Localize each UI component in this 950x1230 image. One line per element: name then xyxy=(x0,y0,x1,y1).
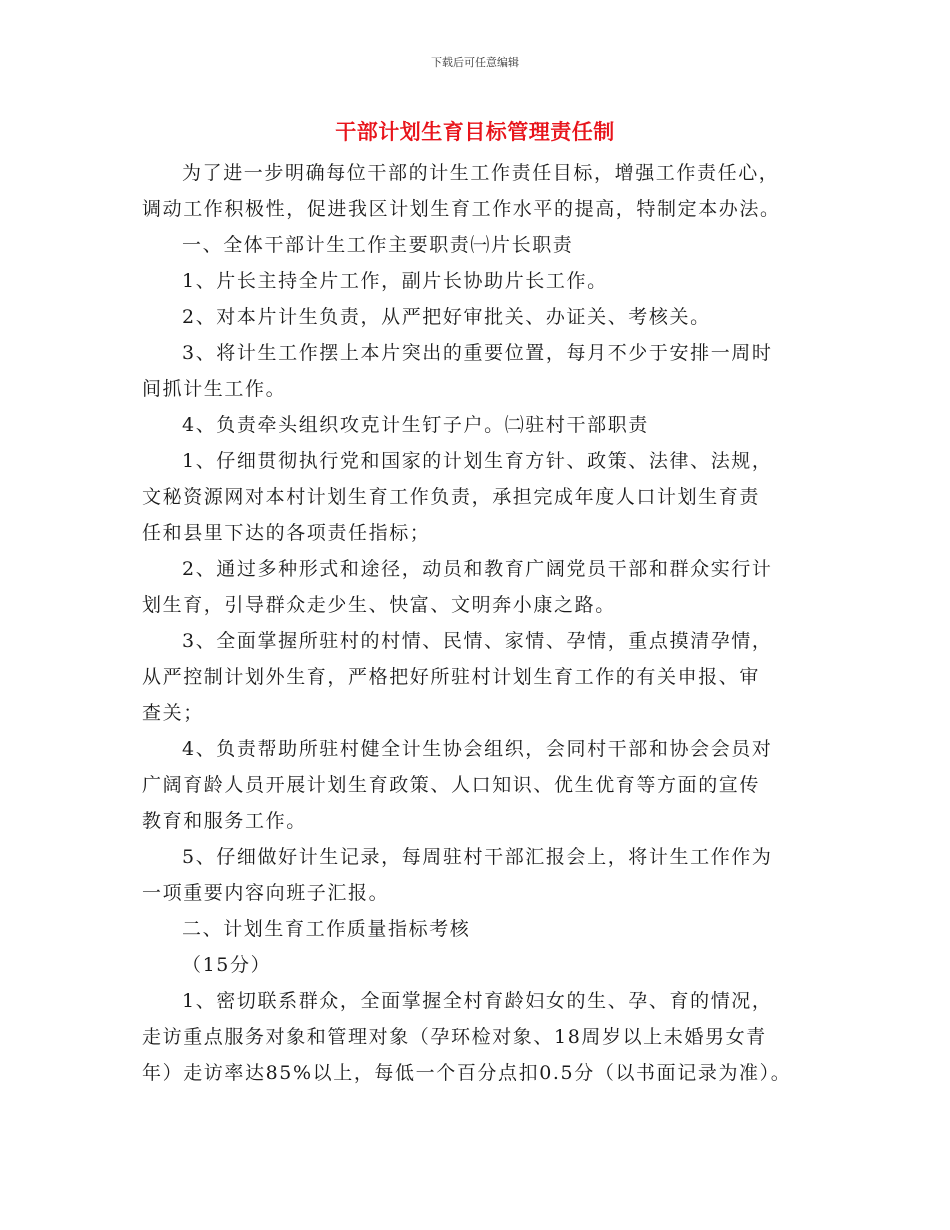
paragraph-item xyxy=(142,299,822,335)
paragraph-item xyxy=(142,731,822,839)
paragraph-item xyxy=(142,551,822,623)
text-line: 1、片长主持全片工作，副片长协助片长工作。 xyxy=(182,270,608,292)
paragraph-item xyxy=(142,443,822,551)
text-line: 一、全体干部计生工作主要职责㈠片长职责 xyxy=(182,234,574,256)
text-line: 3、全面掌握所驻村的村情、民情、家情、孕情，重点摸清孕情， xyxy=(182,630,773,652)
text-line: 3、将计生工作摆上本片突出的重要位置，每月不少于安排一周时 xyxy=(182,342,773,364)
text-line: 为了进一步明确每位干部的计生工作责任目标，增强工作责任心， xyxy=(182,162,780,184)
section-heading-duties xyxy=(142,227,822,263)
text-line: 二、计划生育工作质量指标考核 xyxy=(182,918,471,940)
text-line: 教育和服务工作。 xyxy=(142,810,307,832)
text-line: 文秘资源网对本村计划生育工作负责，承担完成年度人口计划生育责 xyxy=(142,486,761,508)
paragraph-item xyxy=(142,407,822,443)
score-note xyxy=(142,947,822,983)
section-heading-assessment xyxy=(142,911,822,947)
text-line: 调动工作积极性，促进我区计划生育工作水平的提高，特制定本办法。 xyxy=(142,198,781,220)
header-note: 下载后可任意编辑 xyxy=(431,56,519,69)
text-line: 走访重点服务对象和管理对象（孕环检对象、18周岁以上未婚男女青 xyxy=(142,1026,767,1048)
paragraph-item xyxy=(142,263,822,299)
text-line: （15分） xyxy=(182,954,272,976)
text-line: 从严控制计划外生育，严格把好所驻村计划生育工作的有关申报、审 xyxy=(142,666,761,688)
text-line: 2、对本片计生负责，从严把好审批关、办证关、考核关。 xyxy=(182,306,711,328)
text-line: 年）走访率达85%以上，每低一个百分点扣0.5分（以书面记录为准）。 xyxy=(142,1062,792,1084)
text-line: 4、负责牵头组织攻克计生钉子户。㈡驻村干部职责 xyxy=(182,414,649,436)
text-line: 1、密切联系群众，全面掌握全村育龄妇女的生、孕、育的情况， xyxy=(182,990,773,1012)
text-line: 5、仔细做好计生记录，每周驻村干部汇报会上，将计生工作作为 xyxy=(182,846,773,868)
text-line: 划生育，引导群众走少生、快富、文明奔小康之路。 xyxy=(142,594,616,616)
paragraph-item xyxy=(142,623,822,731)
paragraph-intro xyxy=(142,155,822,227)
text-line: 一项重要内容向班子汇报。 xyxy=(142,882,390,904)
paragraph-item xyxy=(142,335,822,407)
text-line: 1、仔细贯彻执行党和国家的计划生育方针、政策、法律、法规， xyxy=(182,450,773,472)
text-line: 2、通过多种形式和途径，动员和教育广阔党员干部和群众实行计 xyxy=(182,558,773,580)
paragraph-item xyxy=(142,839,822,911)
text-line: 间抓计生工作。 xyxy=(142,378,287,400)
text-line: 查关； xyxy=(142,702,204,724)
paragraph-item xyxy=(142,983,822,1091)
document-body xyxy=(142,155,822,1091)
document-title: 干部计划生育目标管理责任制 xyxy=(335,120,615,144)
text-line: 4、负责帮助所驻村健全计生协会组织，会同村干部和协会会员对 xyxy=(182,738,773,760)
text-line: 任和县里下达的各项责任指标； xyxy=(142,522,431,544)
text-line: 广阔育龄人员开展计划生育政策、人口知识、优生优育等方面的宣传 xyxy=(142,774,761,796)
